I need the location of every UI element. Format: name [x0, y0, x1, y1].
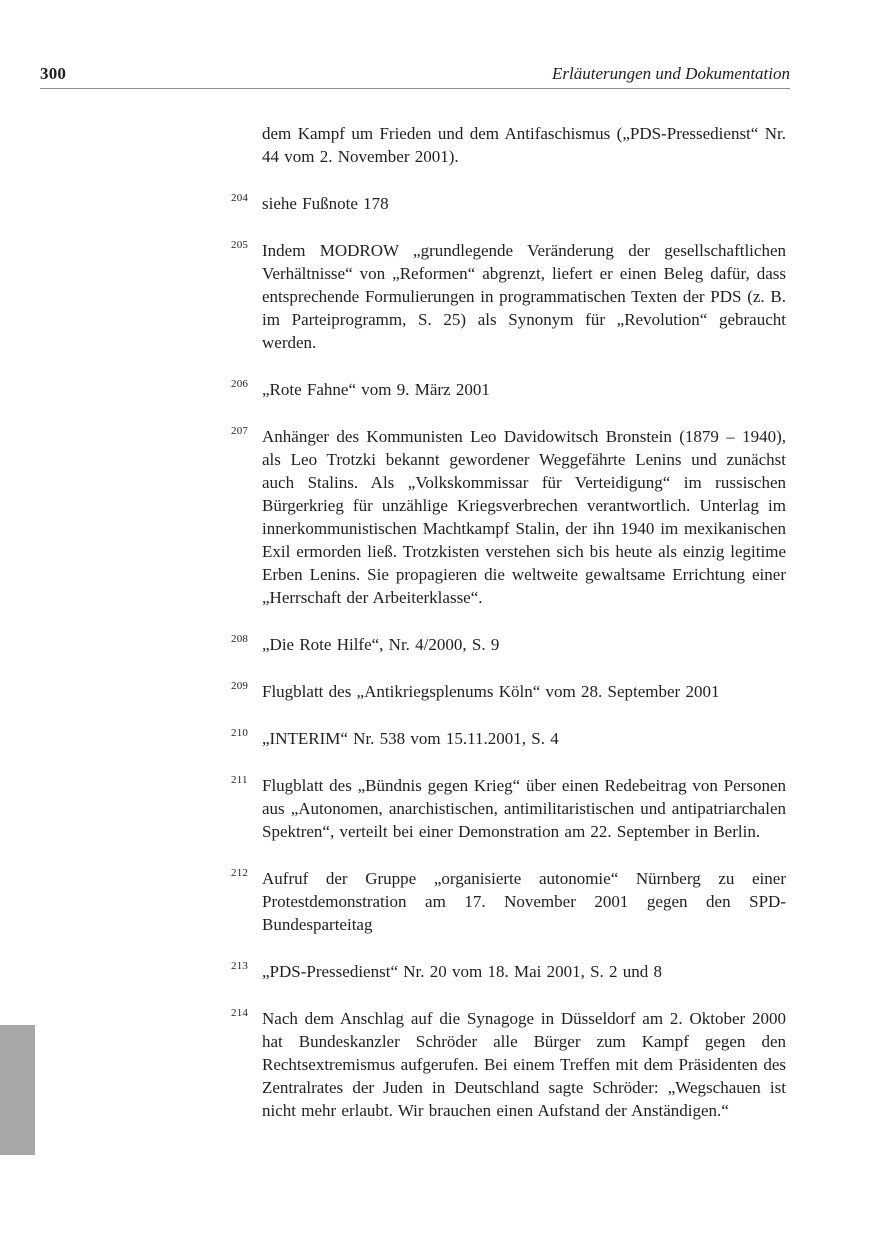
footnote-206	[231, 378, 786, 401]
footnote-number: 207	[231, 425, 249, 437]
footnote-text: Nach dem Anschlag auf die Synagoge in Düsseldorf am 2. Oktober 2000 hat Bundeskanzler Schröder alle Bürger zum Kampf gegen den Rechtsextremismus aufgerufen. Bei einem Treffen mit dem Präsidenten des Zentralrates der Juden in Deutschland sagte Schröder: „Wegschauen ist nicht mehr erlaubt. Wir brauchen einen Aufstand der Anständigen.“	[262, 1009, 786, 1120]
footnote-text: „PDS-Pressedienst“ Nr. 20 vom 18. Mai 2001, S. 2 und 8	[262, 962, 663, 981]
footnote-209	[231, 680, 786, 703]
footnote-number: 208	[231, 633, 249, 645]
footnote-number: 205	[231, 239, 249, 251]
footnote-text: siehe Fußnote 178	[262, 194, 389, 213]
footnote-text: „Die Rote Hilfe“, Nr. 4/2000, S. 9	[262, 635, 500, 654]
footnote-number: 206	[231, 378, 249, 390]
page-edge-tab	[0, 1025, 35, 1155]
footnote-number: 214	[231, 1007, 249, 1019]
footnote-number: 212	[231, 867, 249, 879]
footnote-number: 213	[231, 960, 249, 972]
footnote-text: Anhänger des Kommunisten Leo Davidowitsch Bronstein (1879 – 1940), als Leo Trotzki bekannt gewordener Weggefährte Lenins und zunächst auch Stalins. Als „Volkskommissar für Verteidigung“ im russischen Bürgerkrieg für unzählige Kriegsverbrechen verantwortlich. Unterlag im innerkommunistischen Machtkampf Stalin, der ihn 1940 im mexikanischen Exil ermorden ließ. Trotzkisten verstehen sich bis heute als einzig legitime Erben Lenins. Sie propagieren die weltweite gewaltsame Errichtung einer „Herrschaft der Arbeiterklasse“.	[262, 427, 786, 607]
running-header-title: Erläuterungen und Dokumentation	[552, 64, 790, 83]
footnote-text: Aufruf der Gruppe „organisierte autonomie“ Nürnberg zu einer Protestdemonstration am 17. November 2001 gegen den SPD-Bundesparteitag	[262, 869, 786, 934]
footnote-text: „INTERIM“ Nr. 538 vom 15.11.2001, S. 4	[262, 729, 559, 748]
footnote-number: 210	[231, 727, 249, 739]
footnote-210	[231, 727, 786, 750]
footnote-text: Indem MODROW „grundlegende Veränderung der gesellschaftlichen Verhältnisse“ von „Reformen“ abgrenzt, liefert er einen Beleg dafür, dass entsprechende Formulierungen in programmatischen Texten der PDS (z. B. im Parteiprogramm, S. 25) als Synonym für „Revolution“ gebraucht werden.	[262, 241, 786, 352]
footnote-number: 209	[231, 680, 249, 692]
footnote-213	[231, 960, 786, 983]
page-number: 300	[40, 64, 67, 83]
footnote-text: Flugblatt des „Bündnis gegen Krieg“ über einen Redebeitrag von Personen aus „Autonomen, anarchistischen, antimilitaristischen und antipatriarchalen Spektren“, verteilt bei einer Demonstration am 22. September in Berlin.	[262, 776, 786, 841]
continuation-paragraph: dem Kampf um Frieden und dem Antifaschismus („PDS-Pressedienst“ Nr. 44 vom 2. November 2001).	[262, 124, 786, 166]
footnote-207	[231, 425, 786, 609]
page-header	[40, 64, 790, 84]
footnote-204	[231, 192, 786, 215]
footnote-number: 204	[231, 192, 249, 204]
footnote-text: Flugblatt des „Antikriegsplenums Köln“ vom 28. September 2001	[262, 682, 720, 701]
header-rule	[40, 88, 790, 89]
footnote-205	[231, 239, 786, 354]
footnote-211	[231, 774, 786, 843]
footnote-text: „Rote Fahne“ vom 9. März 2001	[262, 380, 490, 399]
footnote-212	[231, 867, 786, 936]
footnotes-column	[231, 122, 786, 1122]
footnote-214	[231, 1007, 786, 1122]
footnote-number: 211	[231, 774, 248, 786]
footnote-208	[231, 633, 786, 656]
